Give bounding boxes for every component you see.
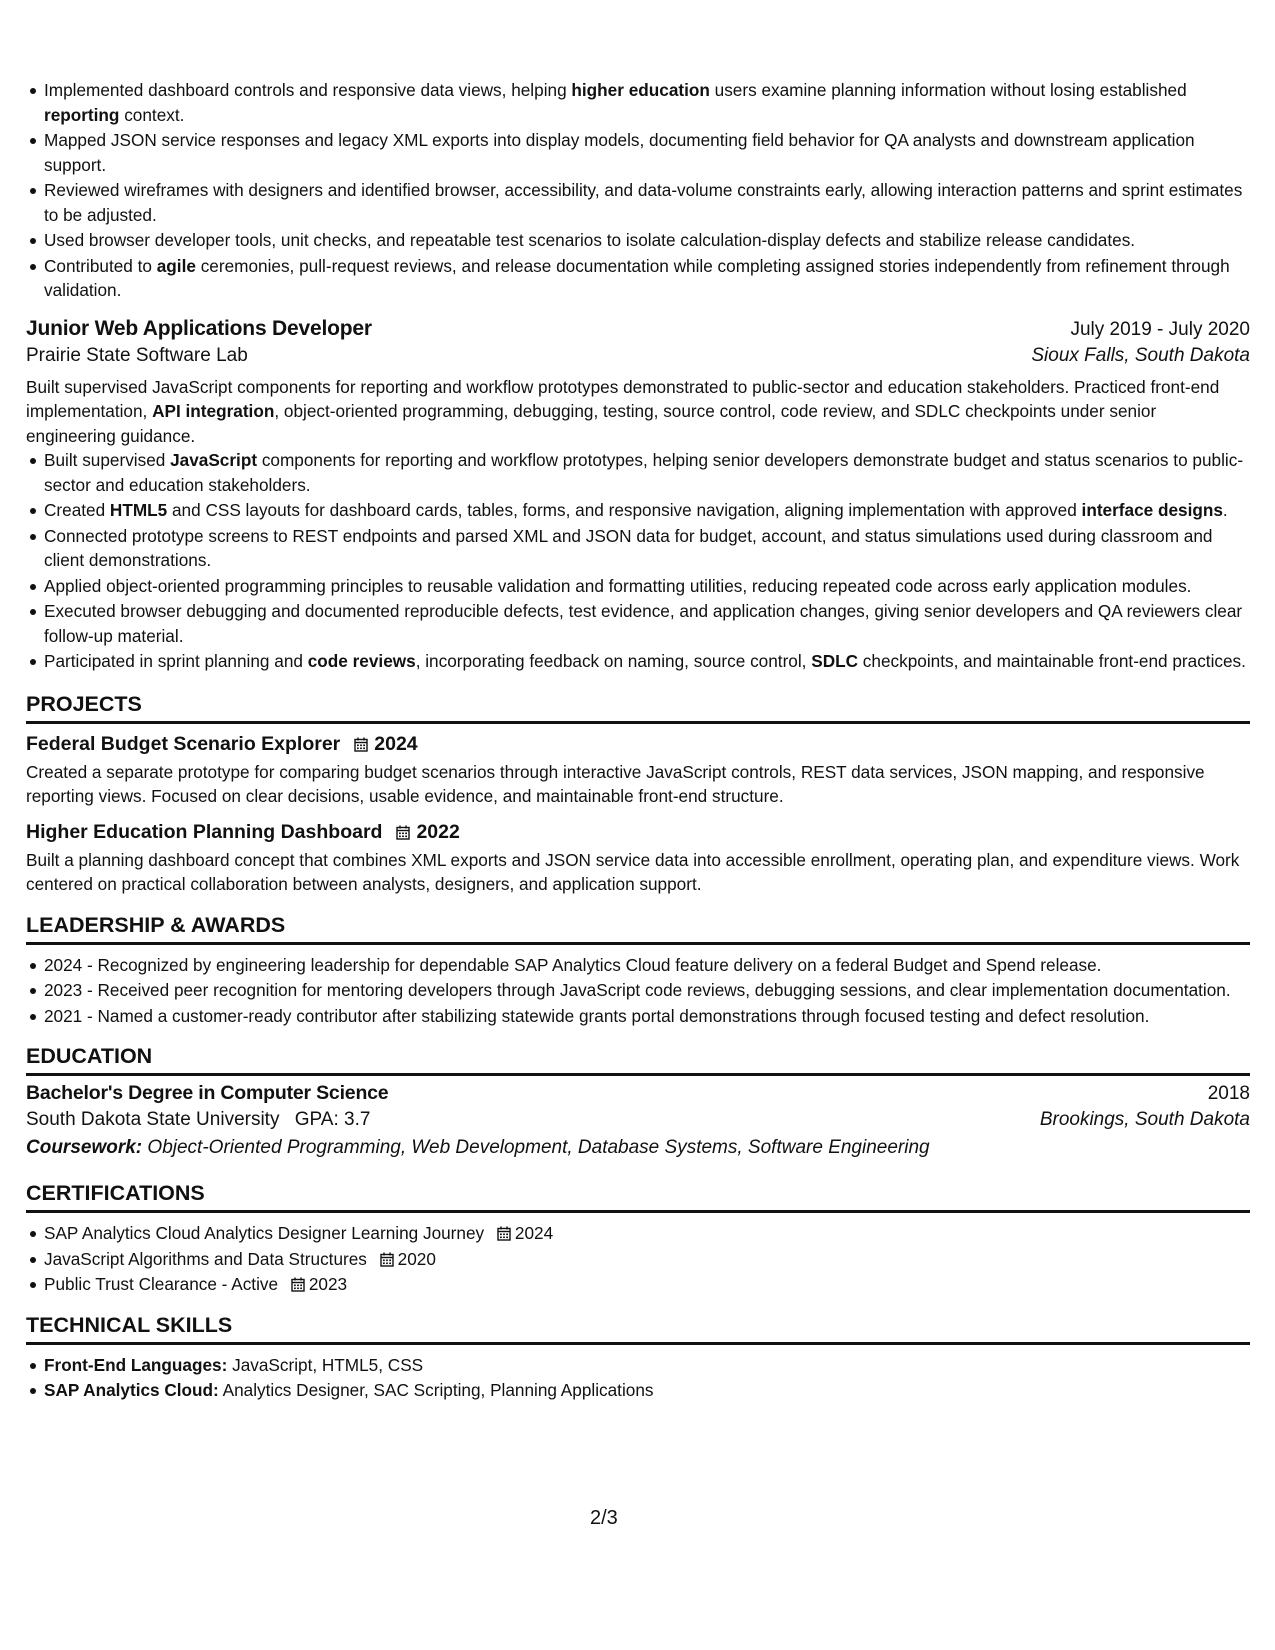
bold-keyword: API integration <box>152 401 275 421</box>
section-heading-projects: PROJECTS <box>26 692 1250 724</box>
text-run: ceremonies, pull-request reviews, and release documentation while completing assigned stories independently from refinement through validation. <box>44 255 1230 300</box>
text-run: checkpoints, and maintainable front-end practices. <box>858 651 1246 671</box>
school-location: Brookings, South Dakota <box>1039 1109 1250 1130</box>
project-year: 2024 <box>374 732 418 755</box>
bold-keyword: code reviews <box>307 651 416 671</box>
award-item: 2024 - Recognized by engineering leadership for dependable SAP Analytics Cloud feature delivery on a federal Budget and Spend release. <box>44 953 1250 978</box>
skill-label: SAP Analytics Cloud: <box>44 1380 219 1400</box>
skill-label: Front-End Languages: <box>44 1354 228 1375</box>
project-entry <box>26 821 1250 897</box>
certification-name: Public Trust Clearance - Active <box>44 1274 279 1294</box>
skill-item <box>44 1378 1250 1403</box>
certification-item <box>44 1221 1250 1246</box>
text-run: components for reporting and workflow prototypes, helping senior developers demonstrate budget and status scenarios to public-sector and education stakeholders. <box>44 450 1244 495</box>
awards-list <box>26 953 1250 1029</box>
bullet-item <box>44 574 1250 599</box>
award-item: 2023 - Received peer recognition for mentoring developers through JavaScript code reviews, debugging sessions, and clear implementation documentation. <box>44 978 1250 1003</box>
certification-year: 2020 <box>397 1248 436 1269</box>
section-heading-skills: TECHNICAL SKILLS <box>26 1313 1250 1345</box>
bullet-item <box>44 128 1250 177</box>
text-run: Implemented dashboard controls and responsive data views, helping <box>44 80 572 100</box>
text-run: Participated in sprint planning and <box>44 651 308 671</box>
section-heading-education: EDUCATION <box>26 1044 1250 1076</box>
skill-value: JavaScript, HTML5, CSS <box>232 1354 424 1375</box>
bullet-item <box>44 254 1250 303</box>
graduation-year: 2018 <box>1207 1083 1250 1104</box>
certification-name: JavaScript Algorithms and Data Structures <box>44 1248 367 1269</box>
skill-value: Analytics Designer, SAC Scripting, Planning Applications <box>222 1380 654 1400</box>
job-entry <box>26 317 1250 674</box>
skills-section <box>26 1313 1250 1403</box>
text-run: Used browser developer tools, unit checks, and repeatable test scenarios to isolate calculation-display defects and stabilize release candidates. <box>44 230 1136 250</box>
section-heading-certifications: CERTIFICATIONS <box>26 1181 1250 1213</box>
skills-list <box>26 1353 1250 1403</box>
certification-item <box>44 1247 1250 1272</box>
text-run: , incorporating feedback on naming, source control, <box>415 651 812 671</box>
bullet-item <box>44 524 1250 573</box>
text-run: and CSS layouts for dashboard cards, tables, forms, and responsive navigation, aligning implementation with approved <box>167 500 1082 520</box>
projects-section <box>26 692 1250 897</box>
certifications-list <box>26 1221 1250 1297</box>
text-run: . <box>1222 500 1228 520</box>
bullet-item <box>44 78 1250 127</box>
coursework-label: Coursework: <box>26 1137 143 1158</box>
project-entry <box>26 733 1250 809</box>
project-description: Created a separate prototype for comparing budget scenarios through interactive JavaScript controls, REST data services, JSON mapping, and responsive reporting views. Focused on clear decisions, usable evidence, and maintainable front-end structure. <box>26 761 1205 806</box>
awards-section <box>26 913 1250 1029</box>
text-run: context. <box>119 104 185 125</box>
certifications-section <box>26 1181 1250 1297</box>
education-section <box>26 1044 1250 1159</box>
job-summary <box>26 375 1250 449</box>
gpa: GPA: 3.7 <box>294 1109 371 1130</box>
bold-keyword: HTML5 <box>109 500 168 520</box>
bullet-item <box>44 448 1250 497</box>
text-run: Created <box>44 500 110 520</box>
certification-year: 2024 <box>514 1223 554 1243</box>
bold-keyword: higher education <box>571 80 710 100</box>
company-name: Prairie State Software Lab <box>26 344 248 366</box>
text-run: Built supervised <box>44 450 171 470</box>
school-name: South Dakota State University <box>26 1109 280 1130</box>
job-bullet-list <box>26 448 1250 674</box>
resume-page <box>26 78 1250 1404</box>
certification-item <box>44 1272 1250 1297</box>
text-run: users examine planning information without losing established <box>709 80 1187 100</box>
text-run: Connected prototype screens to REST endpoints and parsed XML and JSON data for budget, account, and status simulations used during classroom and client demonstrations. <box>44 525 1213 570</box>
bullet-item <box>44 178 1250 227</box>
degree-title: Bachelor's Degree in Computer Science <box>26 1082 389 1104</box>
bold-keyword: reporting <box>44 104 120 125</box>
bold-keyword: SDLC <box>811 651 859 671</box>
text-run: Contributed to <box>44 255 157 276</box>
job-dates: July 2019 - July 2020 <box>1070 318 1250 340</box>
job-title: Junior Web Applications Developer <box>26 316 372 340</box>
page-number: 2/3 <box>590 1507 618 1529</box>
bold-keyword: JavaScript <box>170 450 258 470</box>
text-run: , object-oriented programming, debugging, testing, source control, code review, and SDLC checkpoints under senior engineering guidance. <box>26 401 1157 446</box>
project-title: Higher Education Planning Dashboard <box>26 820 383 843</box>
text-run: Built supervised JavaScript components for reporting and workflow prototypes demonstrated to public-sector and education stakeholders. Practiced front-end implementation, <box>26 376 1220 421</box>
text-run: Executed browser debugging and documented reproducible defects, test evidence, and application changes, giving senior developers and QA reviewers clear follow-up material. <box>44 601 1243 646</box>
prior-job-bullet-list <box>26 78 1250 303</box>
coursework-list: Object-Oriented Programming, Web Development, Database Systems, Software Engineering <box>147 1137 930 1158</box>
certification-year: 2023 <box>308 1274 348 1294</box>
certification-name: SAP Analytics Cloud Analytics Designer Learning Journey <box>44 1223 485 1243</box>
project-title: Federal Budget Scenario Explorer <box>26 732 341 755</box>
calendar-icon <box>291 1277 305 1292</box>
job-location: Sioux Falls, South Dakota <box>1031 344 1250 366</box>
award-item: 2021 - Named a customer-ready contributor after stabilizing statewide grants portal demonstrations through focused testing and defect resolution. <box>44 1004 1250 1029</box>
text-run: Reviewed wireframes with designers and identified browser, accessibility, and data-volume constraints early, allowing interaction patterns and sprint estimates to be adjusted. <box>44 180 1243 225</box>
bullet-item <box>44 228 1250 253</box>
calendar-icon <box>396 825 410 840</box>
project-year: 2022 <box>416 820 460 843</box>
bullet-item <box>44 599 1250 648</box>
bullet-item <box>44 649 1250 674</box>
bold-keyword: agile <box>156 255 196 276</box>
bold-keyword: interface designs <box>1081 500 1223 520</box>
text-run: Mapped JSON service responses and legacy XML exports into display models, documenting field behavior for QA analysts and downstream application support. <box>44 130 1195 175</box>
text-run: Applied object-oriented programming principles to reusable validation and formatting utilities, reducing repeated code across early application modules. <box>44 575 1192 596</box>
bullet-item <box>44 498 1250 523</box>
calendar-icon <box>380 1252 394 1267</box>
section-heading-awards: LEADERSHIP & AWARDS <box>26 913 1250 945</box>
project-description: Built a planning dashboard concept that combines XML exports and JSON service data into accessible enrollment, operating plan, and expenditure views. Work centered on practical collaboration between analysts, designers, and application support. <box>26 849 1240 894</box>
skill-item <box>44 1353 1250 1378</box>
calendar-icon <box>354 737 368 752</box>
calendar-icon <box>497 1226 511 1241</box>
coursework <box>26 1137 1250 1159</box>
